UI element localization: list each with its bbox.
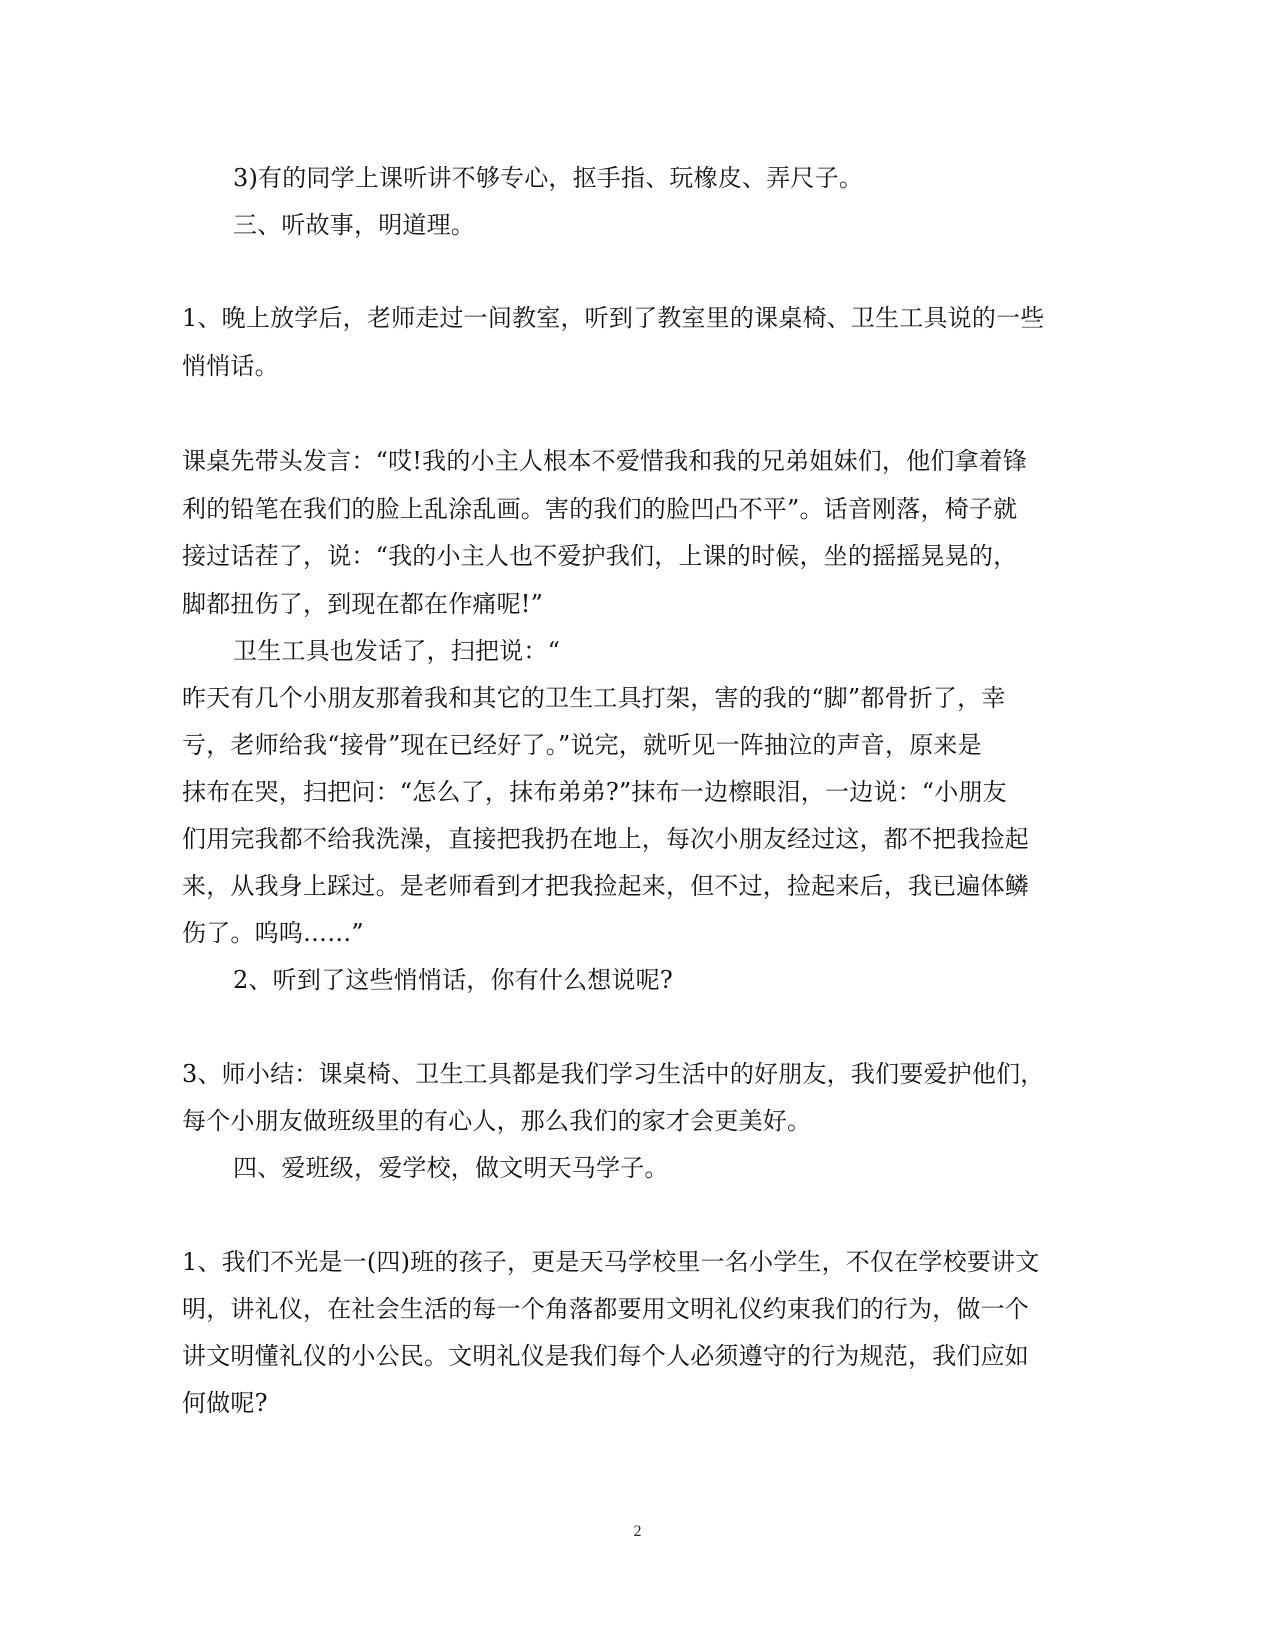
text-line: 明，讲礼仪，在社会生活的每一个角落都要用文明礼仪约束我们的行为，做一个 (182, 1295, 1029, 1323)
text-line: 悄悄话。 (182, 352, 279, 380)
text-line: 来，从我身上踩过。是老师看到才把我捡起来，但不过，捡起来后，我已遍体鳞 (182, 872, 1029, 900)
text-line: 利的铅笔在我们的脸上乱涂乱画。害的我们的脸凹凸不平”。话音刚落，椅子就 (182, 495, 1018, 523)
page-number: 2 (633, 1523, 642, 1540)
text-line: 们用完我都不给我洗澡，直接把我扔在地上，每次小朋友经过这，都不把我捡起 (182, 825, 1029, 853)
section-heading: 三、听故事，明道理。 (233, 211, 475, 239)
text-line: 卫生工具也发话了，扫把说：“ (233, 637, 561, 665)
text-line: 3)有的同学上课听讲不够专心，抠手指、玩橡皮、弄尺子。 (233, 164, 864, 192)
text-line: 每个小朋友做班级里的有心人，那么我们的家才会更美好。 (182, 1107, 812, 1135)
text-line: 昨天有几个小朋友那着我和其它的卫生工具打架，害的我的“脚”都骨折了，幸 (182, 684, 1006, 712)
section-heading: 四、爱班级，爱学校，做文明天马学子。 (233, 1154, 669, 1182)
text-line: 亏，老师给我“接骨”现在已经好了。”说完，就听见一阵抽泣的声音，原来是 (182, 731, 982, 759)
text-line: 抹布在哭，扫把问：“怎么了，抹布弟弟?”抹布一边檫眼泪，一边说：“小朋友 (182, 778, 1007, 806)
text-line: 接过话茬了，说：“我的小主人也不爱护我们，上课的时候，坐的摇摇晃晃的， (182, 542, 1018, 570)
text-line: 课桌先带头发言：“哎!我的小主人根本不爱惜我和我的兄弟姐妹们，他们拿着锋 (182, 447, 1028, 475)
text-line: 伤了。呜呜……” (182, 919, 364, 947)
text-line: 3、师小结：课桌椅、卫生工具都是我们学习生活中的好朋友，我们要爱护他们， (182, 1060, 1045, 1088)
text-line: 脚都扭伤了，到现在都在作痛呢!” (182, 590, 544, 618)
text-line: 2、听到了这些悄悄话，你有什么想说呢? (233, 966, 673, 994)
text-line: 1、晚上放学后，老师走过一间教室，听到了教室里的课桌椅、卫生工具说的一些 (182, 304, 1045, 332)
text-line: 1、我们不光是一(四)班的孩子，更是天马学校里一名小学生，不仅在学校要讲文 (182, 1248, 1040, 1276)
text-line: 何做呢? (182, 1389, 268, 1417)
text-line: 讲文明懂礼仪的小公民。文明礼仪是我们每个人必须遵守的行为规范，我们应如 (182, 1342, 1029, 1370)
